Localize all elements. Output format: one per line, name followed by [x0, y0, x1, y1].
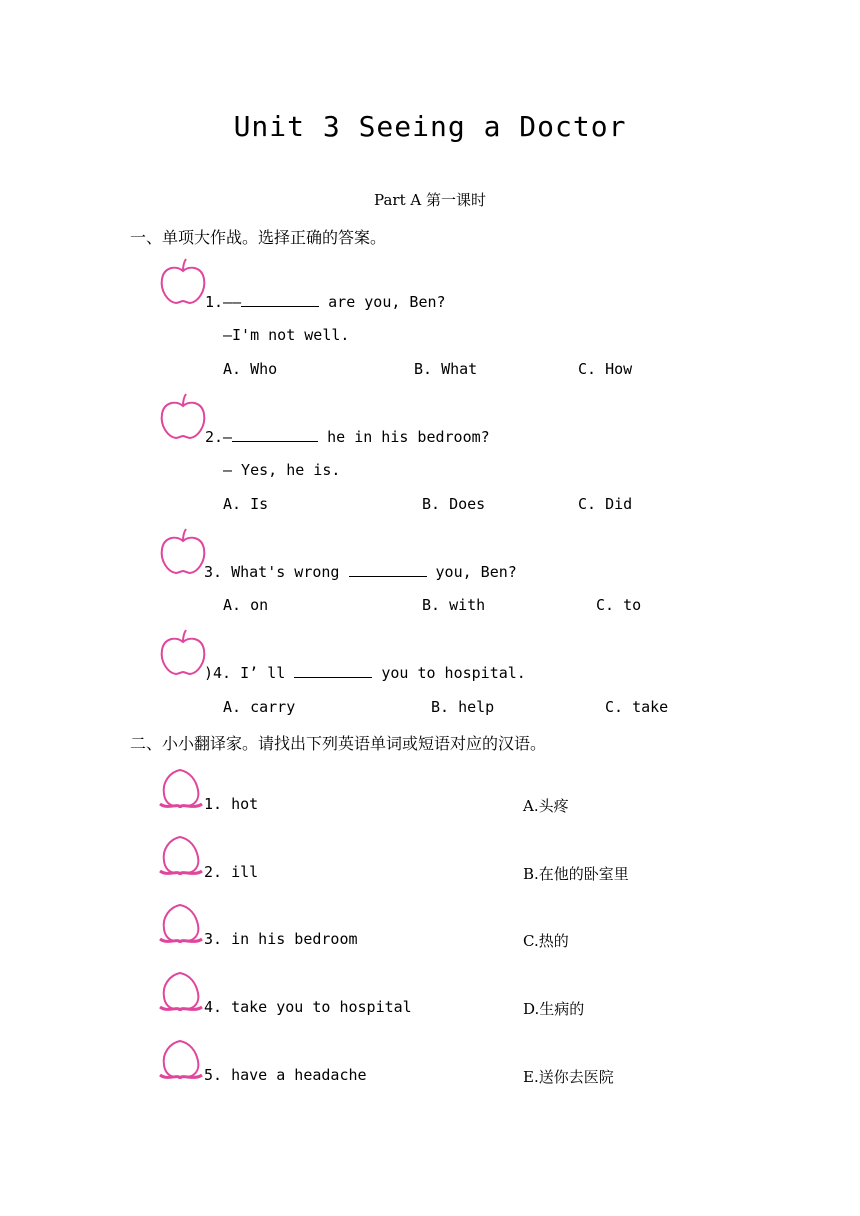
- section2-heading: 二、小小翻译家。请找出下列英语单词或短语对应的汉语。: [130, 734, 547, 753]
- apple-icon: [158, 393, 208, 443]
- question-4: [204, 663, 526, 682]
- question-4-text: you to hospital.: [372, 664, 526, 682]
- question-2-response: — Yes, he is.: [223, 461, 341, 479]
- question-3: [204, 562, 517, 581]
- apple-icon: [158, 629, 208, 679]
- answer-blank[interactable]: [241, 292, 319, 307]
- option-a[interactable]: A. carry: [223, 698, 296, 716]
- option-b[interactable]: B. help: [431, 698, 495, 716]
- peach-icon: [158, 833, 204, 879]
- apple-icon: [158, 258, 208, 308]
- match-item-en: 1. hot: [204, 795, 259, 813]
- option-b[interactable]: B. Does: [422, 495, 486, 513]
- page-title: Unit 3 Seeing a Doctor: [233, 110, 627, 143]
- answer-blank[interactable]: [294, 663, 372, 678]
- question-2-text: he in his bedroom?: [318, 428, 490, 446]
- option-c[interactable]: C. take: [605, 698, 669, 716]
- option-b[interactable]: B. with: [422, 596, 486, 614]
- option-a[interactable]: A. Is: [223, 495, 269, 513]
- match-item-en: 5. have a headache: [204, 1066, 367, 1084]
- page-subtitle: Part A 第一课时: [374, 191, 486, 209]
- match-item-en: 4. take you to hospital: [204, 998, 412, 1016]
- match-item-en: 3. in his bedroom: [204, 930, 358, 948]
- match-item-zh: B.在他的卧室里: [523, 865, 629, 883]
- question-3-text: you, Ben?: [426, 563, 517, 581]
- match-item-zh: C.热的: [523, 932, 569, 950]
- question-1-prefix: 1.——: [205, 293, 242, 311]
- option-a[interactable]: A. Who: [223, 360, 278, 378]
- question-2-prefix: 2.—: [205, 428, 233, 446]
- question-4-prefix: )4. I’ ll: [204, 664, 295, 682]
- option-c[interactable]: C. How: [578, 360, 633, 378]
- question-1-text: are you, Ben?: [319, 293, 446, 311]
- match-item-en: 2. ill: [204, 863, 259, 881]
- option-a[interactable]: A. on: [223, 596, 269, 614]
- option-c[interactable]: C. Did: [578, 495, 633, 513]
- question-3-prefix: 3. What's wrong: [204, 563, 349, 581]
- match-item-zh: A.头疼: [523, 797, 569, 815]
- answer-blank[interactable]: [349, 562, 427, 577]
- option-b[interactable]: B. What: [414, 360, 478, 378]
- question-2: [205, 427, 490, 446]
- match-item-zh: D.生病的: [523, 1000, 585, 1018]
- answer-blank[interactable]: [232, 427, 318, 442]
- peach-icon: [158, 1037, 204, 1083]
- question-1: [205, 292, 446, 311]
- match-item-zh: E.送你去医院: [523, 1068, 614, 1086]
- option-c[interactable]: C. to: [596, 596, 642, 614]
- peach-icon: [158, 766, 204, 812]
- section1-heading: 一、单项大作战。选择正确的答案。: [130, 228, 387, 247]
- apple-icon: [158, 528, 208, 578]
- question-1-response: —I'm not well.: [223, 326, 350, 344]
- peach-icon: [158, 901, 204, 947]
- peach-icon: [158, 969, 204, 1015]
